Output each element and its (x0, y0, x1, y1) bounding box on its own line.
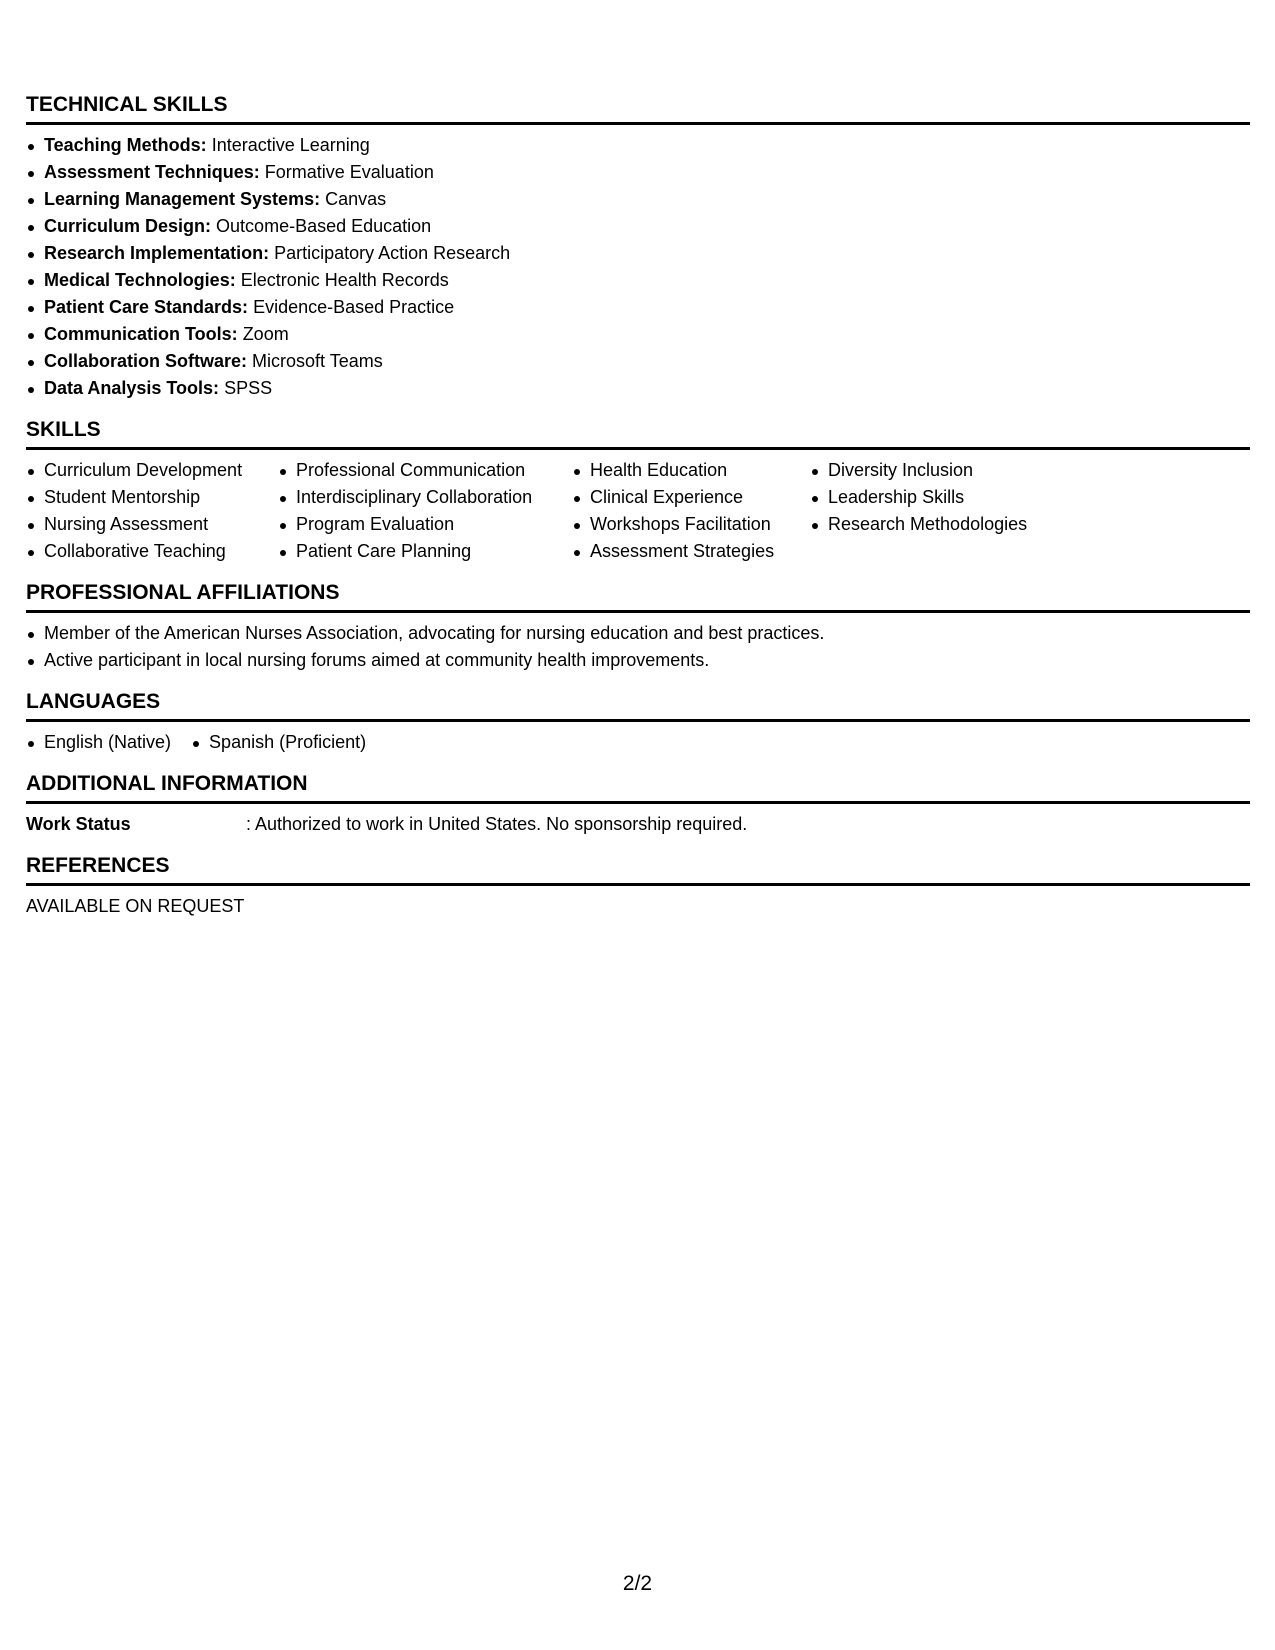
skill-value: Electronic Health Records (240, 270, 449, 290)
list-item: Professional Communication (278, 457, 560, 484)
skill-label: Patient Care Standards: (44, 297, 249, 317)
skills-column-3 (572, 457, 798, 565)
list-item: Curriculum Development (26, 457, 266, 484)
references-heading: REFERENCES (26, 853, 1250, 886)
skill-value: Zoom (242, 324, 289, 344)
skill-label: Research Implementation: (44, 243, 270, 263)
technical-skills-section (26, 92, 1250, 402)
list-item (26, 186, 1250, 213)
list-item: Spanish (Proficient) (191, 729, 366, 756)
list-item (26, 348, 1250, 375)
list-item (26, 294, 1250, 321)
list-item: Research Methodologies (810, 511, 1070, 538)
skills-section (26, 417, 1250, 565)
page-number: 2/2 (622, 1572, 653, 1595)
list-item: Nursing Assessment (26, 511, 266, 538)
skills-grid (26, 457, 1250, 565)
languages-heading: LANGUAGES (26, 689, 1250, 722)
list-item: Active participant in local nursing forums aimed at community health improvements. (26, 647, 1250, 674)
skills-column-1 (26, 457, 266, 565)
additional-info-section (26, 771, 1250, 838)
work-status-row (26, 811, 1250, 838)
technical-skills-heading: TECHNICAL SKILLS (26, 92, 1250, 125)
skill-label: Collaboration Software: (44, 351, 248, 371)
list-item: Student Mentorship (26, 484, 266, 511)
skill-value: Participatory Action Research (274, 243, 511, 263)
list-item: Workshops Facilitation (572, 511, 798, 538)
list-item: English (Native) (26, 729, 171, 756)
list-item (26, 375, 1250, 402)
skill-value: Interactive Learning (211, 135, 370, 155)
list-item: Program Evaluation (278, 511, 560, 538)
list-item: Diversity Inclusion (810, 457, 1070, 484)
list-item: Collaborative Teaching (26, 538, 266, 565)
skills-column-2 (278, 457, 560, 565)
list-item: Assessment Strategies (572, 538, 798, 565)
skill-label: Data Analysis Tools: (44, 378, 220, 398)
skill-label: Medical Technologies: (44, 270, 236, 290)
work-status-label: Work Status (26, 814, 131, 834)
list-item (26, 213, 1250, 240)
list-item: Interdisciplinary Collaboration (278, 484, 560, 511)
list-item (26, 240, 1250, 267)
list-item (26, 159, 1250, 186)
list-item (26, 267, 1250, 294)
list-item: Leadership Skills (810, 484, 1070, 511)
skill-value: Microsoft Teams (252, 351, 383, 371)
skill-value: Evidence-Based Practice (253, 297, 455, 317)
skills-heading: SKILLS (26, 417, 1250, 450)
list-item (26, 321, 1250, 348)
affiliations-heading: PROFESSIONAL AFFILIATIONS (26, 580, 1250, 613)
languages-list (26, 729, 1250, 756)
references-section (26, 853, 1250, 920)
skill-value: Formative Evaluation (264, 162, 434, 182)
list-item: Patient Care Planning (278, 538, 560, 565)
resume-page (26, 92, 1250, 920)
list-item (26, 132, 1250, 159)
skill-value: SPSS (224, 378, 273, 398)
technical-skills-list (26, 132, 1250, 402)
skill-label: Assessment Techniques: (44, 162, 260, 182)
list-item: Member of the American Nurses Association, advocating for nursing education and best practices. (26, 620, 1250, 647)
skill-value: Canvas (325, 189, 387, 209)
skill-label: Teaching Methods: (44, 135, 207, 155)
languages-section (26, 689, 1250, 756)
work-status-value: : Authorized to work in United States. No sponsorship required. (246, 814, 748, 834)
skill-label: Communication Tools: (44, 324, 238, 344)
skill-value: Outcome-Based Education (216, 216, 432, 236)
affiliations-section (26, 580, 1250, 674)
references-text: AVAILABLE ON REQUEST (26, 896, 245, 916)
skills-column-4 (810, 457, 1070, 565)
skill-label: Learning Management Systems: (44, 189, 321, 209)
list-item: Clinical Experience (572, 484, 798, 511)
additional-info-heading: ADDITIONAL INFORMATION (26, 771, 1250, 804)
list-item: Health Education (572, 457, 798, 484)
affiliations-list (26, 620, 1250, 674)
skill-label: Curriculum Design: (44, 216, 212, 236)
